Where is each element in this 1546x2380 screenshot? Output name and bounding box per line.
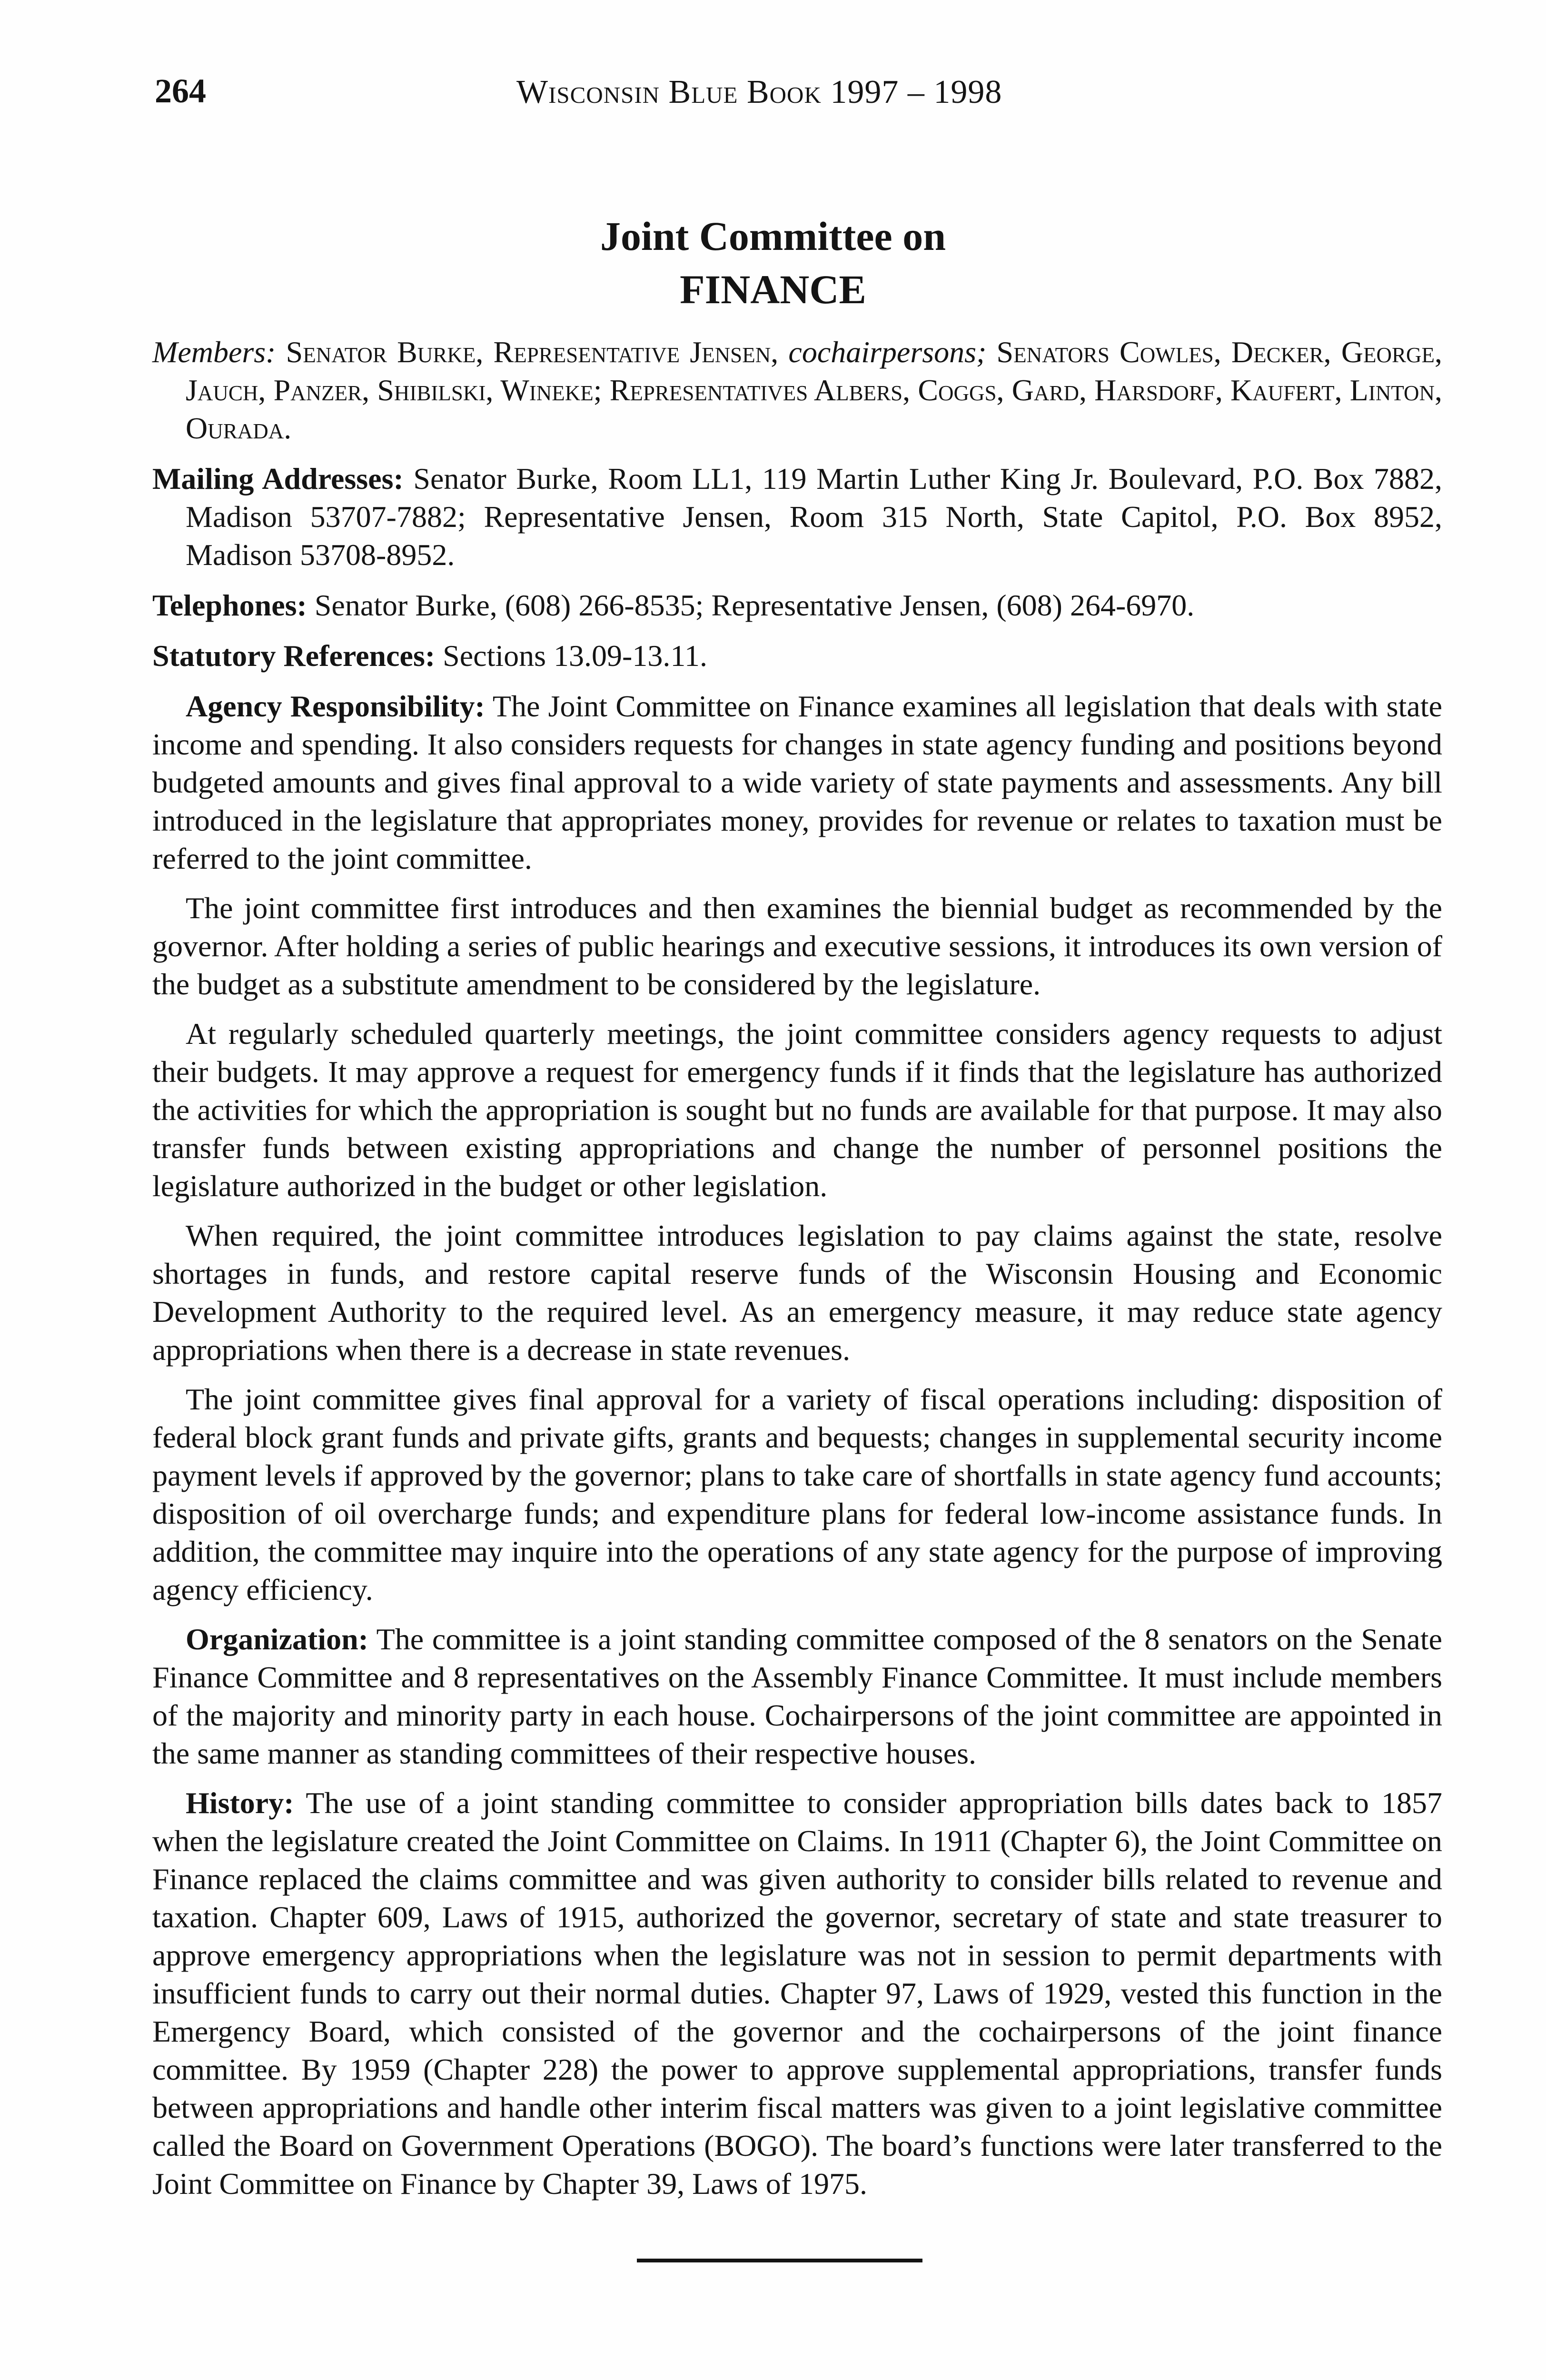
members-label: Members: (152, 335, 276, 369)
page-header (155, 71, 1440, 124)
members-cochairs: Senator Burke, Representative Jensen, (286, 335, 779, 369)
section-end-rule (637, 2259, 922, 2262)
history-label: History: (186, 1786, 294, 1820)
members-entry (152, 333, 1442, 447)
page-number: 264 (155, 72, 206, 110)
telephones-text: Senator Burke, (608) 266-8535; Representative Jensen, (608) 264-6970. (314, 588, 1195, 622)
body-paragraph: At regularly scheduled quarterly meetings, the joint committee considers agency requests to adjust their budgets. It may approve a request for emergency funds if it finds that the legislature has authorized the activities for which the appropriation is sought but no funds are available for that purpose. It may also transfer funds between existing appropriations and change the number of personnel positions the legislature authorized in the budget or other legislation. (152, 1017, 1442, 1203)
statutory-references-label: Statutory References: (152, 639, 436, 673)
statutory-references-text: Sections 13.09-13.11. (443, 639, 707, 673)
telephones-label: Telephones: (152, 588, 307, 622)
members-list: Senators Cowles, Decker, George, Jauch, Panzer, Shibilski, Wineke; Representatives Albers, Coggs, Gard, Harsdorf, Kaufert, Linton, Ourada. (186, 335, 1443, 445)
organization-paragraph (152, 1620, 1442, 1773)
body-paragraph: The joint committee gives final approval for a variety of fiscal operations including: disposition of federal block grant funds and private gifts, grants and bequests; changes in supplemental security income payment levels if approved by the governor; plans to take care of shortfalls in state agency fund accounts; disposition of oil overcharge funds; and expenditure plans for federal low-income assistance funds. In addition, the committee may inquire into the operations of any state agency for the purpose of improving agency efficiency. (152, 1382, 1442, 1606)
statutory-references-entry (152, 637, 1442, 675)
organization-text: The committee is a joint standing committee composed of the 8 senators on the Senate Finance Committee and 8 representatives on the Assembly Finance Committee. It must include members of the majority and minority party in each house. Cochairpersons of the joint committee are appointed in the same manner as standing committees of their respective houses. (152, 1622, 1443, 1770)
committee-content (152, 333, 1442, 2214)
members-cochairs-role: cochairpersons; (788, 335, 987, 369)
body-paragraph: When required, the joint committee introduces legislation to pay claims against the state, resolve shortages in funds, and restore capital reserve funds of the Wisconsin Housing and Economic Development Authority to the required level. As an emergency measure, it may reduce state agency appropriations when there is a decrease in state revenues. (152, 1219, 1442, 1367)
telephones-entry (152, 586, 1442, 625)
mailing-addresses-label: Mailing Addresses: (152, 462, 404, 496)
organization-label: Organization: (186, 1622, 368, 1656)
agency-responsibility-text: The Joint Committee on Finance examines all legislation that deals with state income and spending. It also considers requests for changes in state agency funding and positions beyond budgeted amounts and gives final approval to a wide variety of state payments and assessments. Any bill introduced in the legislature that appropriates money, provides for revenue or relates to taxation must be referred to the joint committee. (152, 689, 1443, 875)
title-line-1: Joint Committee on (600, 213, 946, 259)
mailing-addresses-text: Senator Burke, Room LL1, 119 Martin Luther King Jr. Boulevard, P.O. Box 7882, Madison 53707-7882; Representative Jensen, Room 315 North, State Capitol, P.O. Box 8952, Madison 53708-8952. (186, 462, 1443, 572)
mailing-addresses-entry (152, 460, 1442, 574)
body-paragraph: The joint committee first introduces and then examines the biennial budget as recommended by the governor. After holding a series of public hearings and executive sessions, it introduces its own version of the budget as a substitute amendment to be considered by the legislature. (152, 891, 1442, 1001)
committee-title (0, 209, 1546, 316)
history-text: The use of a joint standing committee to consider appropriation bills dates back to 1857 when the legislature created the Joint Committee on Claims. In 1911 (Chapter 6), the Joint Committee on Finance replaced the claims committee and was given authority to consider bills related to revenue and taxation. Chapter 609, Laws of 1915, authorized the governor, secretary of state and state treasurer to approve emergency appropriations when the legislature was not in session to permit departments with insufficient funds to carry out their normal duties. Chapter 97, Laws of 1929, vested this function in the Emergency Board, which consisted of the governor and the cochairpersons of the joint finance committee. By 1959 (Chapter 228) the power to approve supplemental appropriations, transfer funds between appropriations and handle other interim fiscal matters was given to a joint legislative committee called the Board on Government Operations (BOGO). The board’s functions were later transferred to the Joint Committee on Finance by Chapter 39, Laws of 1975. (152, 1786, 1443, 2201)
agency-responsibility-label: Agency Responsibility: (186, 689, 485, 723)
title-line-2: FINANCE (680, 267, 866, 312)
running-title: Wisconsin Blue Book 1997 – 1998 (516, 74, 1002, 110)
history-paragraph (152, 1784, 1442, 2203)
agency-responsibility-paragraph (152, 687, 1442, 878)
